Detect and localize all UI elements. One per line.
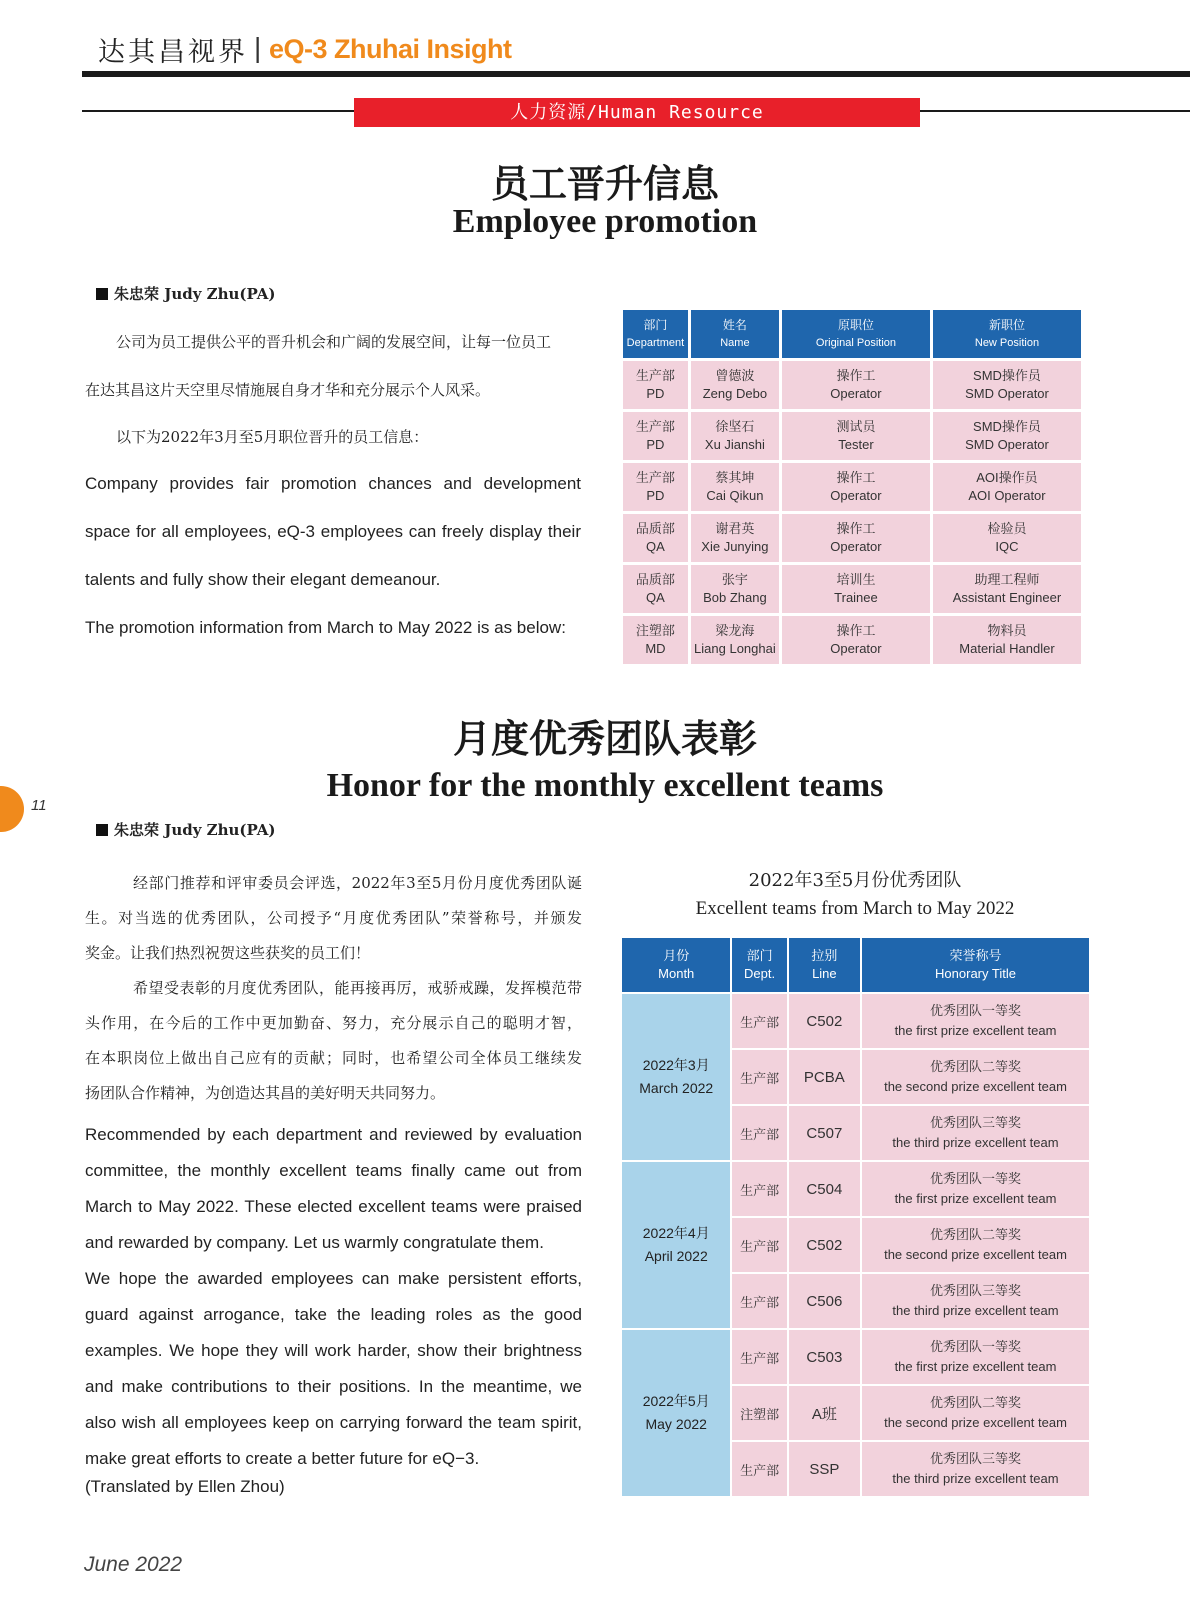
honor-title-cell: 优秀团队二等奖 the second prize excellent team	[862, 1218, 1089, 1272]
promotion-para-en-line: talents and fully show their elegant demeanour.	[85, 570, 441, 589]
header-honorary-title: 荣誉称号 Honorary Title	[862, 938, 1089, 992]
honor-line-cell: SSP	[789, 1442, 860, 1496]
header-separator: |	[254, 32, 262, 63]
header-department: 部门 Department	[623, 310, 688, 358]
honor-dept-cell: 生产部	[732, 1330, 786, 1384]
honor-para-cn-line: 头作用，在今后的工作中更加勤奋、努力，充分展示自己的聪明才智，	[85, 1014, 582, 1032]
promotion-cell: 操作工 Operator	[782, 463, 930, 511]
promotion-cell: 品质部 QA	[623, 514, 688, 562]
promotion-cell: 培训生 Trainee	[782, 565, 930, 613]
promotion-cell: 蔡其坤 Cai Qikun	[691, 463, 779, 511]
honor-table	[620, 936, 1091, 1498]
honor-para-en-line: and make contributions to their positions. In the meantime, we	[85, 1377, 582, 1396]
header-rule-thick	[82, 71, 1190, 77]
promotion-para-en-line: Company provides fair promotion chances and development	[85, 474, 581, 493]
promotion-table-row	[623, 514, 1081, 562]
honor-para-en-line: committee, the monthly excellent teams finally came out from	[85, 1161, 582, 1180]
header-month: 月份 Month	[622, 938, 730, 992]
honor-dept-cell: 生产部	[732, 1162, 786, 1216]
promotion-table-header	[623, 310, 1081, 358]
promotion-title-en: Employee promotion	[452, 203, 758, 240]
honor-line-cell: C502	[789, 994, 860, 1048]
honor-title-cell: 优秀团队一等奖 the first prize excellent team	[862, 994, 1089, 1048]
honor-dept-cell: 生产部	[732, 1442, 786, 1496]
translator-credit: (Translated by Ellen Zhou)	[85, 1477, 285, 1496]
promotion-cell: 曾德波 Zeng Debo	[691, 361, 779, 409]
promotion-cell: 助理工程师 Assistant Engineer	[933, 565, 1081, 613]
honor-line-cell: C507	[789, 1106, 860, 1160]
honor-para-en-line: also wish all employees keep on carrying forward the team spirit,	[85, 1413, 582, 1432]
honor-title-en: Honor for the monthly excellent teams	[326, 767, 884, 804]
promotion-cell: 谢君英 Xie Junying	[691, 514, 779, 562]
honor-author: 朱忠荣 Judy Zhu(PA)	[114, 821, 276, 839]
honor-title-cell: 优秀团队三等奖 the third prize excellent team	[862, 1106, 1089, 1160]
promotion-para-en-line: space for all employees, eQ-3 employees can freely display their	[85, 522, 581, 541]
promotion-cell: 徐坚石 Xu Jianshi	[691, 412, 779, 460]
honor-title-cell: 优秀团队二等奖 the second prize excellent team	[862, 1386, 1089, 1440]
promotion-table-row	[623, 412, 1081, 460]
bullet-square-icon	[96, 824, 108, 836]
magazine-title-cn: 达其昌视界	[98, 37, 248, 68]
honor-table-title-en: Excellent teams from March to May 2022	[695, 898, 1015, 919]
honor-table-row	[622, 994, 1089, 1048]
honor-table-header	[622, 938, 1089, 992]
promotion-table-row	[623, 616, 1081, 664]
honor-title-cell: 优秀团队一等奖 the first prize excellent team	[862, 1162, 1089, 1216]
honor-para-cn-line: 扬团队合作精神，为创造达其昌的美好明天共同努力。	[85, 1084, 446, 1102]
header-name: 姓名 Name	[691, 310, 779, 358]
promotion-table-row	[623, 361, 1081, 409]
honor-para-cn-line: 经部门推荐和评审委员会评选，2022年3至5月份月度优秀团队诞	[133, 874, 582, 892]
honor-para-en-line: examples. We hope they will work harder, show their brightness	[85, 1341, 582, 1360]
honor-title-cell: 优秀团队二等奖 the second prize excellent team	[862, 1050, 1089, 1104]
promotion-para-cn-2: 以下为2022年3月至5月职位晋升的员工信息：	[116, 428, 429, 446]
promotion-cell: 生产部 PD	[623, 412, 688, 460]
header-new-position: 新职位 New Position	[933, 310, 1081, 358]
honor-line-cell: A班	[789, 1386, 860, 1440]
honor-dept-cell: 生产部	[732, 1218, 786, 1272]
promotion-cell: SMD操作员 SMD Operator	[933, 412, 1081, 460]
honor-line-cell: C503	[789, 1330, 860, 1384]
honor-byline	[96, 819, 275, 840]
bullet-square-icon	[96, 288, 108, 300]
honor-line-cell: PCBA	[789, 1050, 860, 1104]
honor-para-cn-line: 奖金。让我们热烈祝贺这些获奖的员工们！	[85, 944, 371, 962]
promotion-cell: 测试员 Tester	[782, 412, 930, 460]
honor-title-cell: 优秀团队三等奖 the third prize excellent team	[862, 1442, 1089, 1496]
honor-para-en-line: guard against arrogance, take the leading roles as the good	[85, 1305, 582, 1324]
header-dept: 部门 Dept.	[732, 938, 786, 992]
promotion-cell: 检验员 IQC	[933, 514, 1081, 562]
honor-dept-cell: 生产部	[732, 1050, 786, 1104]
page-number: 11	[31, 797, 47, 814]
honor-dept-cell: 生产部	[732, 1274, 786, 1328]
promotion-cell: 操作工 Operator	[782, 514, 930, 562]
promotion-table-row	[623, 463, 1081, 511]
honor-title-cell: 优秀团队一等奖 the first prize excellent team	[862, 1330, 1089, 1384]
honor-table-row	[622, 1162, 1089, 1216]
promotion-cell: 操作工 Operator	[782, 361, 930, 409]
promotion-cell: 生产部 PD	[623, 463, 688, 511]
honor-month-cell: 2022年5月 May 2022	[622, 1330, 730, 1496]
honor-month-cell: 2022年4月 April 2022	[622, 1162, 730, 1328]
honor-dept-cell: 生产部	[732, 1106, 786, 1160]
magazine-title-en: eQ-3 Zhuhai Insight	[269, 34, 512, 64]
honor-month-cell: 2022年3月 March 2022	[622, 994, 730, 1160]
footer-date: June 2022	[84, 1553, 183, 1576]
promotion-table-row	[623, 565, 1081, 613]
honor-line-cell: C502	[789, 1218, 860, 1272]
honor-para-en-line: make great efforts to create a better future for eQ−3.	[85, 1449, 480, 1468]
honor-para-cn-line: 在本职岗位上做出自己应有的贡献；同时，也希望公司全体员工继续发	[85, 1049, 582, 1067]
honor-table-row	[622, 1330, 1089, 1384]
promotion-table	[620, 307, 1084, 667]
honor-line-cell: C506	[789, 1274, 860, 1328]
honor-line-cell: C504	[789, 1162, 860, 1216]
promotion-para-cn-1b: 在达其昌这片天空里尽情施展自身才华和充分展示个人风采。	[85, 381, 491, 399]
promotion-cell: 物料员 Material Handler	[933, 616, 1081, 664]
honor-title-cn: 月度优秀团队表彰	[452, 716, 757, 761]
promotion-cell: SMD操作员 SMD Operator	[933, 361, 1081, 409]
promotion-cell: 操作工 Operator	[782, 616, 930, 664]
promotion-cell: 生产部 PD	[623, 361, 688, 409]
promotion-cell: AOI操作员 AOI Operator	[933, 463, 1081, 511]
promotion-cell: 品质部 QA	[623, 565, 688, 613]
honor-paragraph-en	[85, 1117, 582, 1477]
promotion-para-cn-1a: 公司为员工提供公平的晋升机会和广阔的发展空间，让每一位员工	[116, 333, 552, 351]
header-line: 拉别 Line	[789, 938, 860, 992]
promotion-byline	[96, 283, 275, 304]
honor-para-cn-line: 希望受表彰的月度优秀团队，能再接再厉，戒骄戒躁，发挥模范带	[133, 979, 582, 997]
honor-paragraph-cn	[85, 866, 582, 1111]
honor-table-title-cn: 2022年3至5月份优秀团队	[748, 870, 962, 891]
honor-para-cn-line: 生。对当选的优秀团队，公司授予“月度优秀团队”荣誉称号，并颁发	[85, 909, 582, 927]
promotion-para-en-line: The promotion information from March to May 2022 is as below:	[85, 618, 566, 637]
honor-dept-cell: 注塑部	[732, 1386, 786, 1440]
honor-para-en-line: We hope the awarded employees can make persistent efforts,	[85, 1269, 582, 1288]
promotion-cell: 梁龙海 Liang Longhai	[691, 616, 779, 664]
promotion-title-cn: 员工晋升信息	[490, 161, 719, 206]
section-banner: 人力资源/Human Resource	[354, 98, 920, 127]
promotion-cell: 张宇 Bob Zhang	[691, 565, 779, 613]
promotion-author: 朱忠荣 Judy Zhu(PA)	[114, 285, 276, 303]
promotion-cell: 注塑部 MD	[623, 616, 688, 664]
header-original-position: 原职位 Original Position	[782, 310, 930, 358]
honor-title-cell: 优秀团队三等奖 the third prize excellent team	[862, 1274, 1089, 1328]
honor-para-en-line: and rewarded by company. Let us warmly congratulate them.	[85, 1233, 544, 1252]
honor-dept-cell: 生产部	[732, 994, 786, 1048]
honor-para-en-line: March to May 2022. These elected excellent teams were praised	[85, 1197, 582, 1216]
honor-para-en-line: Recommended by each department and reviewed by evaluation	[85, 1125, 582, 1144]
